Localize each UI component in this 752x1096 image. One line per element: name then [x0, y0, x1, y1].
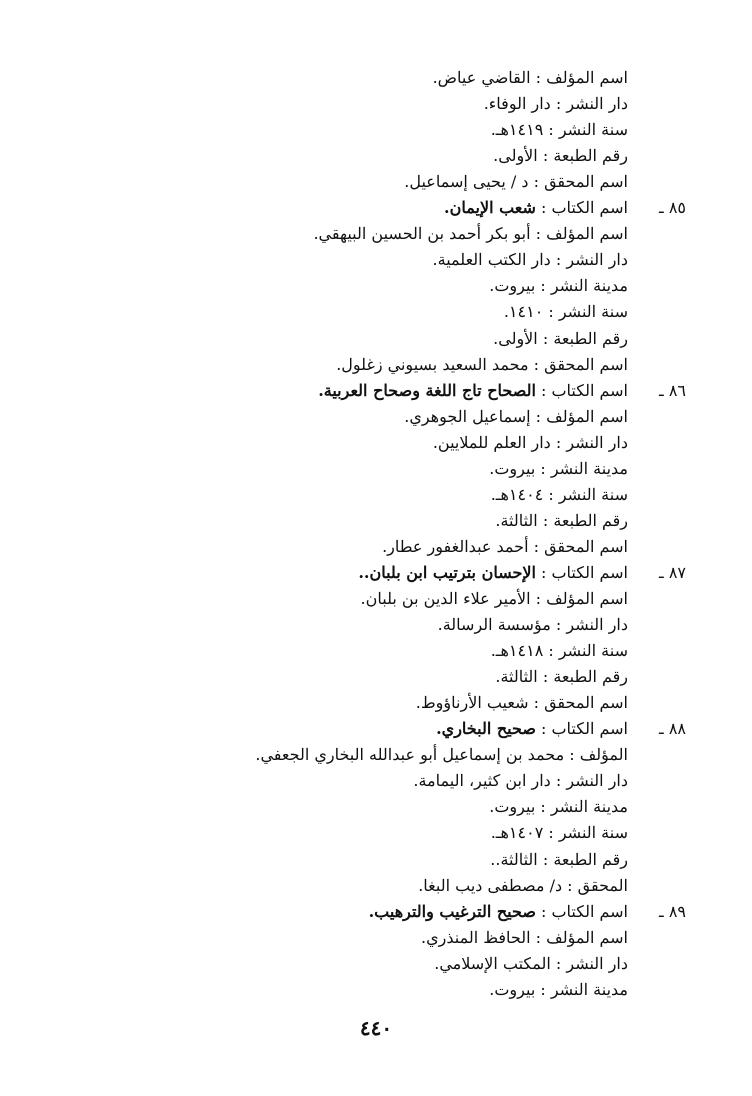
entry-line [484, 94, 628, 120]
field-label: مدينة النشر [550, 979, 628, 999]
field-value: المكتب الإسلامي. [434, 953, 551, 973]
entry-line [495, 667, 628, 693]
entry-line [404, 407, 628, 433]
entry-line [418, 876, 628, 902]
field-separator: : [537, 849, 554, 869]
field-separator: : [535, 901, 552, 921]
field-label: اسم المحقق [544, 536, 628, 556]
field-value: بيروت. [489, 458, 536, 478]
entry-line [416, 693, 628, 719]
entry-line [433, 68, 628, 94]
field-label: اسم الكتاب [551, 562, 628, 582]
field-separator: : [562, 875, 578, 895]
field-separator: : [537, 510, 554, 530]
field-label: اسم المؤلف [546, 68, 628, 87]
field-separator: : [535, 797, 551, 817]
field-label: سنة النشر [558, 302, 628, 322]
field-label: رقم الطبعة [553, 510, 628, 530]
field-label: اسم المؤلف [546, 589, 628, 608]
field-value: دار الكتب العلمية. [432, 250, 551, 270]
entry-line [255, 745, 628, 771]
entry-line [438, 615, 628, 641]
field-separator: : [535, 979, 551, 999]
field-separator: : [550, 432, 567, 452]
field-label: اسم المحقق [544, 172, 628, 192]
field-value: ١٤٠٧هـ. [490, 823, 544, 843]
field-label: سنة النشر [558, 484, 628, 504]
field-value: مؤسسة الرسالة. [437, 615, 551, 635]
field-value: القاضي عياض. [432, 68, 531, 87]
entry-line [433, 250, 628, 276]
field-label: اسم المحقق [544, 354, 628, 374]
field-separator: : [543, 823, 559, 843]
field-separator: : [550, 771, 567, 791]
field-label: اسم المؤلف [546, 224, 628, 244]
entry-line [318, 381, 628, 407]
entry-line [404, 172, 628, 198]
field-value: ١٤١٨هـ. [490, 641, 544, 661]
entry-line [491, 120, 628, 146]
field-label: سنة النشر [558, 641, 628, 661]
entry-line [489, 459, 628, 485]
field-separator: : [537, 328, 554, 348]
entry-line [490, 850, 628, 876]
field-label: المحقق [577, 875, 628, 895]
field-label: رقم الطبعة [553, 146, 628, 166]
field-label: سنة النشر [558, 823, 628, 843]
field-value: بيروت. [489, 979, 536, 999]
field-label: اسم الكتاب [551, 198, 628, 218]
field-value: شعب الإيمان. [444, 198, 536, 218]
field-separator: : [528, 172, 545, 192]
entry-line [493, 329, 628, 355]
page-number: ٤٤٠ [359, 1016, 393, 1040]
entry-line [491, 823, 628, 849]
field-value: الثالثة. [495, 667, 538, 687]
entry-line [433, 433, 628, 459]
field-separator: : [543, 120, 559, 140]
field-label: دار النشر [566, 432, 628, 452]
field-label: مدينة النشر [550, 458, 628, 478]
field-label: اسم الكتاب [551, 380, 628, 400]
entry-number: ٨٥ ـ [659, 198, 686, 218]
field-value: الصحاح تاج اللغة وصحاح العربية. [318, 380, 536, 400]
field-value: ١٤٠٤هـ. [490, 484, 544, 504]
field-label: اسم المؤلف [546, 927, 628, 947]
field-separator: : [550, 250, 567, 270]
entry-line [369, 902, 628, 928]
field-label: دار النشر [566, 615, 628, 635]
entry-line [489, 797, 628, 823]
entry-line [444, 198, 628, 224]
field-label: اسم الكتاب [551, 719, 628, 739]
field-value: شعيب الأرناؤوط. [415, 693, 529, 713]
field-value: دار ابن كثير، اليمامة. [413, 771, 551, 791]
field-label: دار النشر [566, 250, 628, 270]
field-value: إسماعيل الجوهري. [404, 406, 531, 426]
field-label: رقم الطبعة [553, 667, 628, 687]
field-separator: : [530, 68, 547, 87]
entry-line [504, 302, 628, 328]
field-separator: : [535, 458, 551, 478]
field-separator: : [528, 536, 545, 556]
field-separator: : [543, 641, 559, 661]
field-value: أبو بكر أحمد بن الحسين البيهقي. [313, 224, 531, 244]
field-separator: : [530, 406, 547, 426]
entry-number: ٨٩ ـ [659, 901, 686, 921]
field-value: الأمير علاء الدين بن بلبان. [360, 589, 531, 608]
field-label: دار النشر [566, 953, 628, 973]
field-separator: : [535, 380, 552, 400]
entry-line [434, 954, 628, 980]
field-label: رقم الطبعة [553, 849, 628, 869]
field-separator: : [537, 146, 554, 166]
field-value: ١٤١٠. [503, 302, 544, 322]
field-label: دار النشر [566, 771, 628, 791]
entry-number: ٨٦ ـ [659, 380, 686, 400]
field-value: صحيح الترغيب والترهيب. [368, 901, 536, 921]
field-value: بيروت. [489, 276, 536, 296]
entry-line [491, 641, 628, 667]
entry-line [382, 537, 628, 563]
field-separator: : [535, 719, 552, 739]
field-label: دار النشر [566, 94, 628, 114]
field-label: سنة النشر [558, 120, 628, 140]
entry-number: ٨٧ ـ [659, 562, 686, 582]
field-value: الأولى. [493, 328, 538, 348]
field-value: د/ مصطفى ديب البغا. [418, 875, 563, 895]
field-label: اسم المؤلف [546, 406, 628, 426]
field-separator: : [537, 667, 554, 687]
field-separator: : [535, 276, 551, 296]
field-separator: : [530, 224, 547, 244]
entry-line [489, 980, 628, 1006]
entry-line [491, 485, 628, 511]
field-label: مدينة النشر [550, 276, 628, 296]
entry-line [493, 146, 628, 172]
field-value: محمد بن إسماعيل أبو عبدالله البخاري الجعفي. [255, 745, 565, 765]
entry-line [358, 563, 628, 589]
field-separator: : [530, 927, 547, 947]
field-value: محمد السعيد بسيوني زغلول. [336, 354, 529, 374]
entry-line [436, 719, 628, 745]
field-value: الثالثة. [495, 510, 538, 530]
field-separator: : [550, 615, 567, 635]
field-value: د / يحيى إسماعيل. [404, 172, 529, 192]
field-separator: : [550, 94, 567, 114]
field-label: رقم الطبعة [553, 328, 628, 348]
entry-line [495, 511, 628, 537]
field-value: دار الوفاء. [483, 94, 551, 114]
entry-line [413, 771, 628, 797]
field-label: اسم المحقق [544, 693, 628, 713]
field-value: بيروت. [489, 797, 536, 817]
field-value: أحمد عبدالغفور عطار. [382, 536, 529, 556]
entry-line [313, 224, 628, 250]
entry-number: ٨٨ ـ [659, 719, 686, 739]
entry-line [361, 589, 628, 615]
field-value: دار العلم للملايين. [432, 432, 551, 452]
field-separator: : [543, 484, 559, 504]
field-value: ١٤١٩هـ. [490, 120, 544, 140]
field-label: المؤلف [579, 745, 628, 765]
field-separator: : [543, 302, 559, 322]
field-label: اسم الكتاب [551, 901, 628, 921]
field-separator: : [535, 562, 552, 582]
entry-line [489, 276, 628, 302]
field-separator: : [528, 693, 545, 713]
field-separator: : [550, 953, 567, 973]
field-separator: : [535, 198, 552, 218]
field-value: الأولى. [493, 146, 538, 166]
entry-line [421, 928, 628, 954]
field-value: الثالثة.. [490, 849, 538, 869]
field-separator: : [528, 354, 545, 374]
field-value: الحافظ المنذري. [421, 927, 531, 947]
entry-line [336, 355, 628, 381]
field-value: صحيح البخاري. [436, 719, 536, 739]
field-value: الإحسان بترتيب ابن بلبان.. [358, 562, 536, 582]
field-separator: : [564, 745, 580, 765]
field-label: مدينة النشر [550, 797, 628, 817]
field-separator: : [530, 589, 547, 608]
